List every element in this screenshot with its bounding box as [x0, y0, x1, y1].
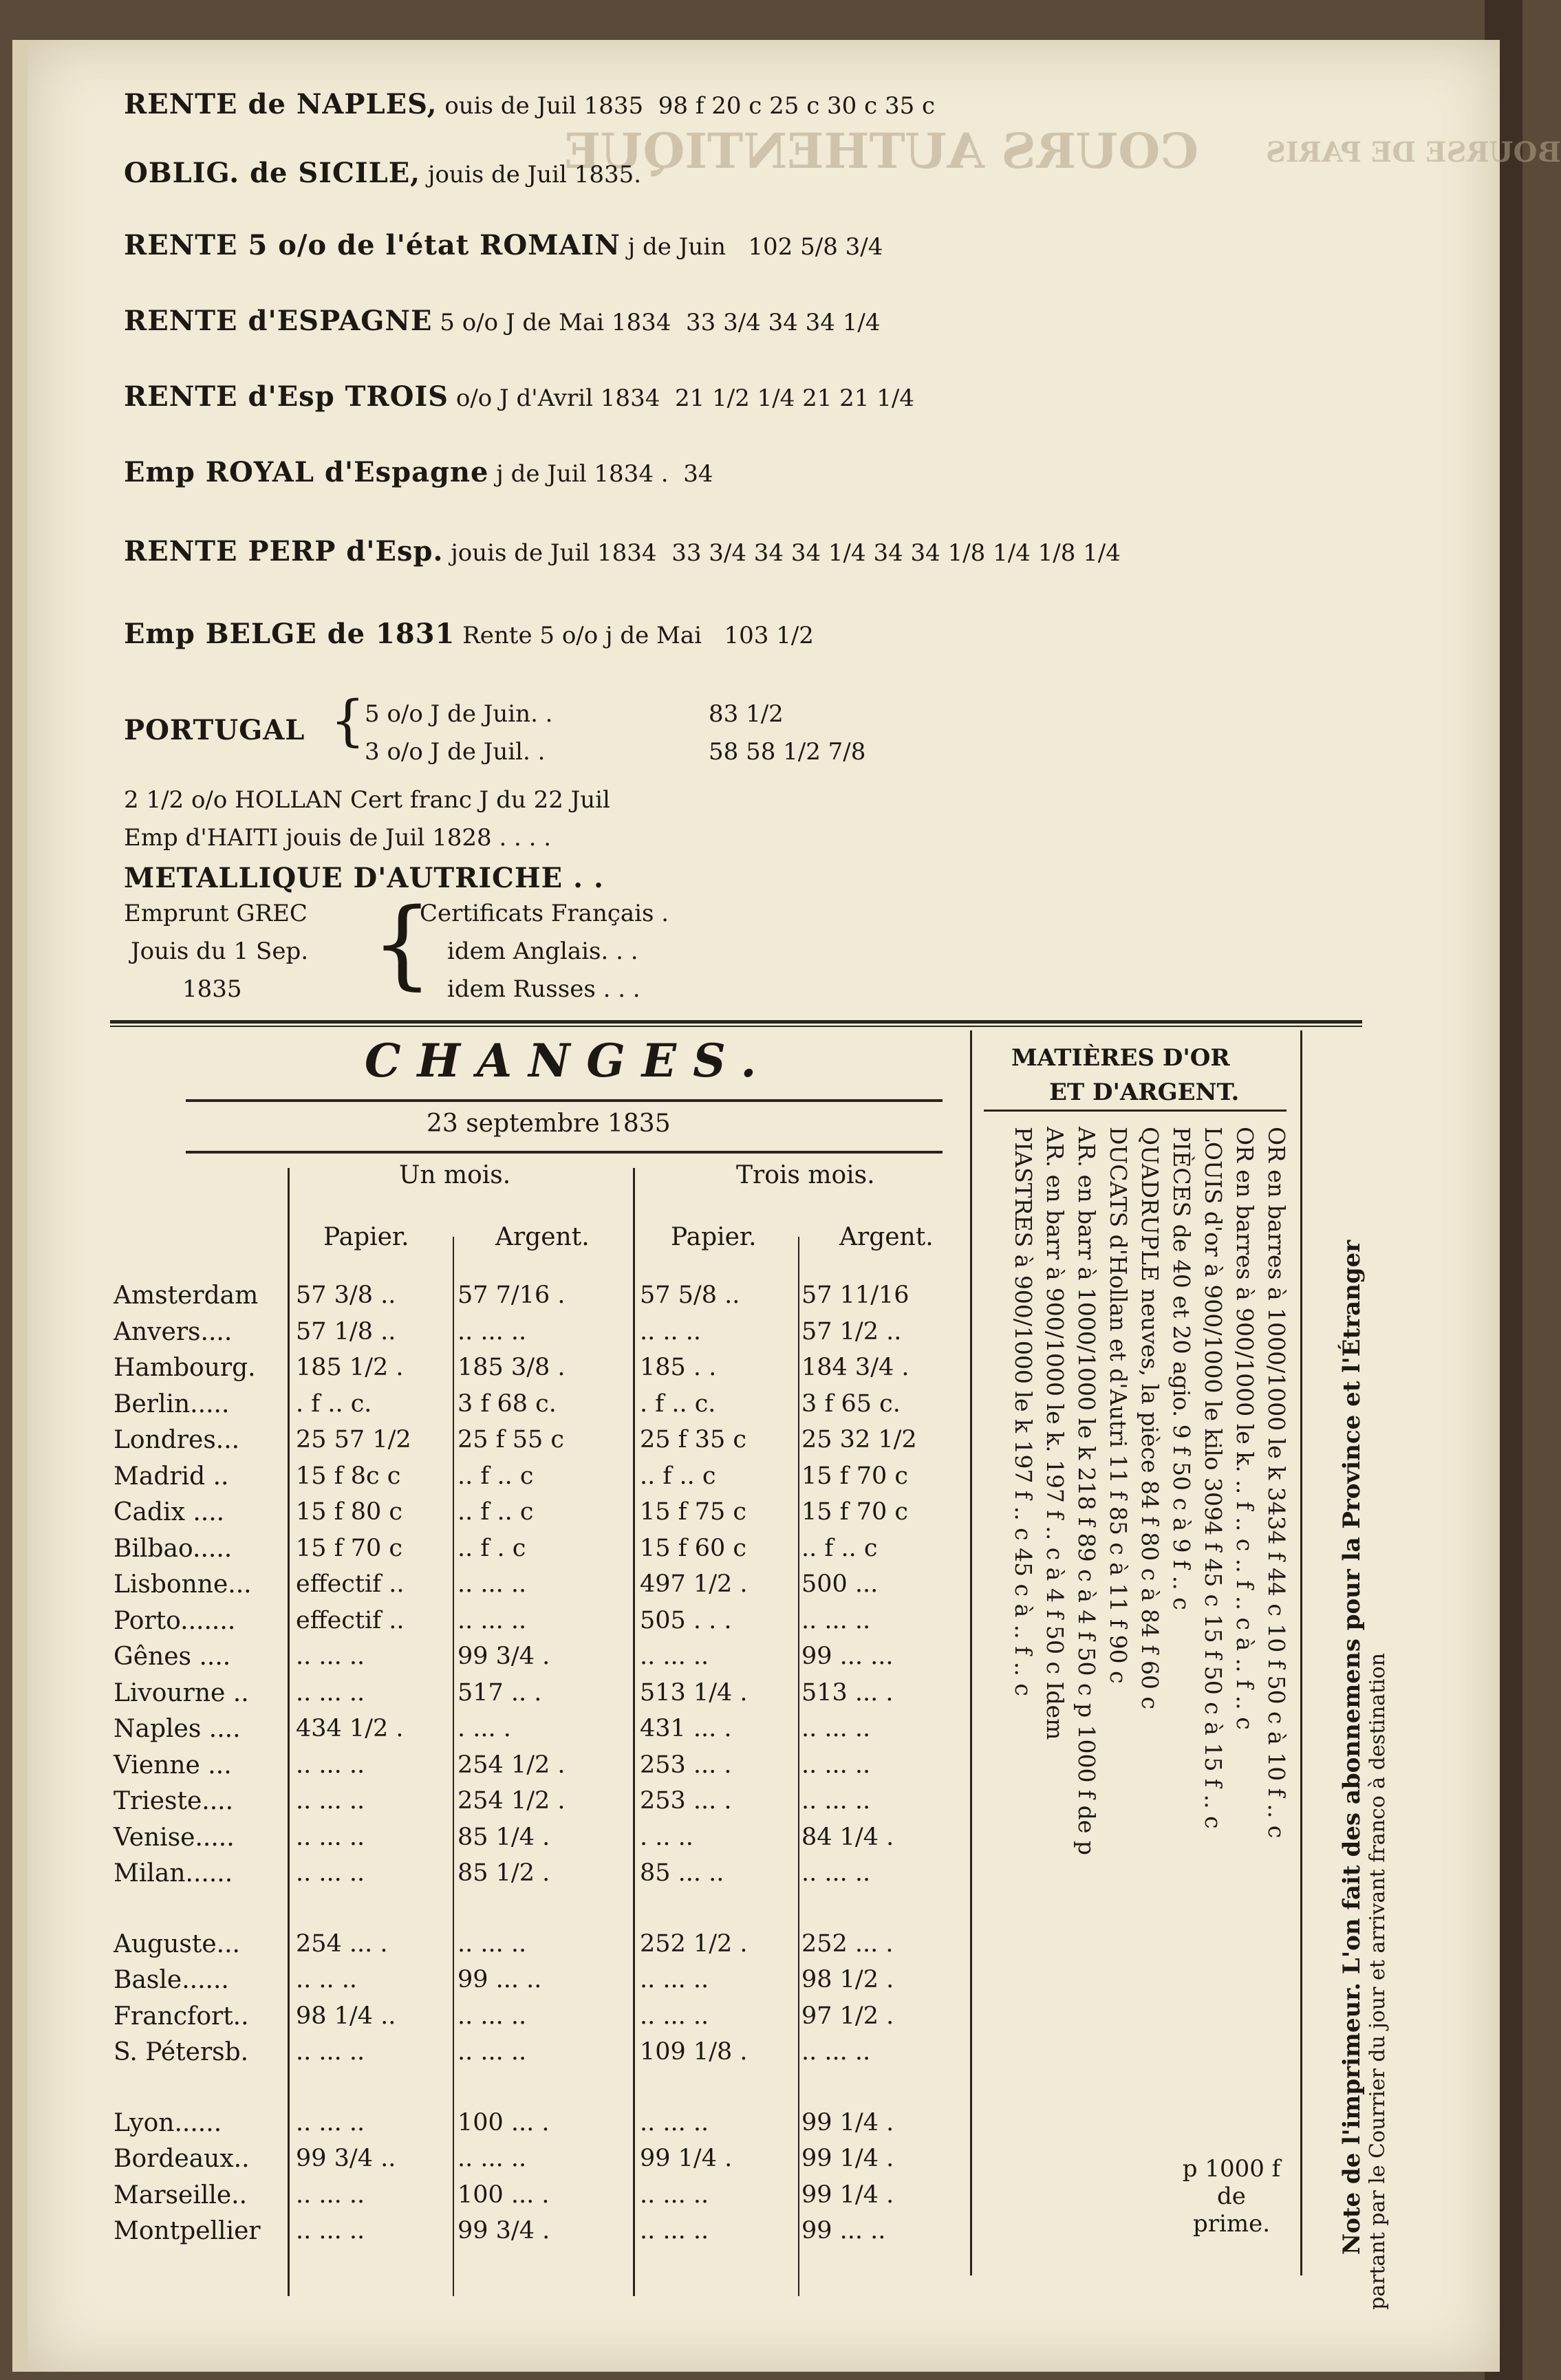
rate-cell: . ... . [457, 1715, 511, 1742]
rate-cell: 505 . . . [640, 1606, 732, 1634]
rate-cell: 99 1/4 . [801, 2181, 894, 2209]
rate-cell: 513 ... . [801, 1678, 894, 1707]
city-label: Marseille.. [114, 2181, 248, 2209]
rate-cell: 15 f 70 c [801, 1462, 909, 1490]
matieres-title: ET D'ARGENT. [1049, 1079, 1240, 1106]
rate-cell: .. ... .. [640, 2002, 709, 2030]
rate-cell: 85 1/2 . [457, 1859, 550, 1887]
city-label: Madrid .. [114, 1462, 229, 1491]
rate-cell: 254 1/2 . [457, 1751, 566, 1779]
rate-cell: 185 3/8 . [457, 1354, 566, 1381]
rate-cell: .. ... .. [801, 1606, 871, 1634]
column-rule [1300, 1030, 1302, 2275]
city-label: Milan...... [114, 1859, 233, 1887]
column-rule [453, 1237, 454, 2296]
rate-cell: 15 f 80 c [296, 1498, 403, 1526]
rate-cell: 431 ... . [640, 1715, 732, 1742]
matiere-line: QUADRUPLE neuves, la pièce 84 f 80 c à 84 f 60 c [1137, 1127, 1163, 1709]
rate-cell: 252 ... . [801, 1929, 894, 1958]
grec-label: Emprunt GREC [124, 900, 308, 927]
rate-cell: 3 f 68 c. [457, 1389, 557, 1418]
rate-cell: 184 3/4 . [801, 1354, 909, 1381]
city-label: Lyon...... [114, 2108, 222, 2137]
city-label: Naples .... [114, 1715, 241, 1743]
rate-cell: .. ... .. [296, 1787, 365, 1815]
rate-cell: 99 ... ... [801, 1643, 894, 1670]
rate-cell: .. ... .. [296, 2038, 365, 2066]
rate-cell: .. ... .. [801, 1859, 871, 1887]
city-label: Gênes .... [114, 1643, 231, 1671]
side-note: partant par le Courrier du jour et arrivant franco à destination [1366, 1653, 1390, 2310]
rate-cell: . f .. c. [640, 1389, 716, 1418]
changes-title: CHANGES. [365, 1034, 773, 1088]
column-rule [288, 1168, 290, 2296]
city-label: S. Pétersb. [114, 2038, 249, 2066]
rate-cell: 253 ... . [640, 1787, 732, 1815]
header-un-mois: Un mois. [399, 1161, 511, 1189]
rate-cell: . .. .. [640, 1823, 693, 1851]
city-label: Montpellier [114, 2217, 261, 2245]
rate-cell: 434 1/2 . [296, 1715, 404, 1742]
rate-cell: 99 1/4 . [801, 2108, 894, 2136]
rate-cell: 253 ... . [640, 1751, 732, 1779]
rate-cell: 57 11/16 [801, 1281, 909, 1309]
grec-item: idem Russes . . . [447, 975, 640, 1003]
city-label: Lisbonne... [114, 1570, 252, 1599]
city-label: Basle...... [114, 1966, 229, 1994]
rate-cell: .. f .. c [640, 1462, 716, 1490]
divider [984, 1110, 1287, 1112]
rate-cell: 25 32 1/2 [801, 1426, 917, 1453]
portugal-line: 3 o/o J de Juil. . [365, 738, 546, 766]
matiere-line: PIÈCES de 40 et 20 agio. 9 f 50 c à 9 f .. c [1168, 1127, 1195, 1610]
rate-cell: 99 ... .. [801, 2217, 886, 2244]
metallique: METALLIQUE D'AUTRICHE . . [124, 862, 604, 894]
rate-cell: .. ... .. [801, 1751, 871, 1779]
column-rule [798, 1237, 799, 2296]
rate-cell: .. ... .. [801, 2038, 871, 2066]
rate-cell: .. ... .. [296, 1643, 365, 1670]
city-label: Cadix .... [114, 1498, 225, 1526]
rate-cell: .. ... .. [296, 1859, 365, 1887]
matiere-line: AR. en barr à 1000/1000 le k 218 f 89 c à 4 f 50 c p 1000 f de p [1073, 1127, 1100, 1856]
divider [186, 1151, 943, 1154]
emp-belge: Emp BELGE de 1831 Rente 5 o/o j de Mai 103 1/2 [124, 618, 814, 650]
rate-cell: .. ... .. [296, 2217, 365, 2244]
matiere-line: OR en barres à 900/1000 le k. .. f .. c .. f .. c à .. f .. c [1231, 1127, 1258, 1730]
rente-espagne: RENTE d'ESPAGNE 5 o/o J de Mai 1834 33 3/4 34 34 1/4 [124, 305, 881, 337]
grec-label: 1835 [182, 975, 242, 1003]
grec-label: Jouis du 1 Sep. [131, 938, 309, 965]
rate-cell: 500 ... [801, 1570, 879, 1598]
column-rule [970, 1030, 972, 2275]
rate-cell: 517 .. . [457, 1678, 542, 1707]
newspaper-page [12, 40, 1561, 2372]
rate-cell: 25 57 1/2 [296, 1426, 411, 1453]
haiti: Emp d'HAITI jouis de Juil 1828 . . . . [124, 824, 552, 852]
rate-cell: .. ... .. [296, 1823, 365, 1851]
rate-cell: .. ... .. [640, 1643, 709, 1670]
matiere-line: LOUIS d'or à 900/1000 le kilo 3094 f 45 c 15 f 50 c à 15 f .. c [1200, 1127, 1227, 1829]
rente-naples: RENTE de NAPLES, ouis de Juil 1835 98 f 20 c 25 c 30 c 35 c [124, 88, 936, 120]
column-rule [633, 1168, 635, 2296]
rente-romain: RENTE 5 o/o de l'état ROMAIN j de Juin 102 5/8 3/4 [124, 229, 883, 261]
rate-cell: .. .. .. [296, 1966, 358, 1993]
grec-item: Certificats Français . [420, 900, 669, 927]
matiere-line: OR en barres à 1000/1000 le k 3434 f 44 c 10 f 50 c à 10 f .. c [1263, 1127, 1290, 1839]
rate-cell: 99 3/4 .. [296, 2145, 396, 2172]
rente-perp: RENTE PERP d'Esp. jouis de Juil 1834 33 3/4 34 34 1/4 34 34 1/8 1/4 1/8 1/4 [124, 535, 1121, 567]
rate-cell: 25 f 55 c [457, 1426, 565, 1453]
rate-cell: 497 1/2 . [640, 1570, 748, 1598]
rate-cell: 254 1/2 . [457, 1787, 566, 1815]
portugal-line: 5 o/o J de Juin. . [365, 700, 553, 728]
emp-royal: Emp ROYAL d'Espagne j de Juil 1834 . 34 [124, 456, 713, 488]
rate-cell: .. ... .. [640, 2181, 709, 2209]
rate-cell: 15 f 8c c [296, 1462, 401, 1490]
city-label: Berlin..... [114, 1389, 230, 1418]
rate-cell: 100 ... . [457, 2108, 550, 2136]
rate-cell: 98 1/4 .. [296, 2002, 396, 2030]
brace: { [372, 888, 433, 1000]
oblig-sicile: OBLIG. de SICILE, jouis de Juil 1835. [124, 157, 642, 189]
rate-cell: .. ... .. [296, 1678, 365, 1707]
rate-cell: effectif .. [296, 1570, 405, 1598]
rate-cell: 99 3/4 . [457, 2217, 550, 2244]
divider [186, 1099, 943, 1102]
rate-cell: .. f . c [457, 1534, 526, 1562]
brace: { [330, 689, 365, 753]
city-label: Porto....... [114, 1606, 236, 1635]
rate-cell: .. ... .. [640, 2217, 709, 2244]
portugal-label: PORTUGAL [124, 714, 305, 746]
rate-cell: 513 1/4 . [640, 1678, 748, 1707]
rate-cell: 97 1/2 . [801, 2002, 894, 2030]
matiere-line: PIASTRES à 900/1000 le k 197 f .. c 45 c à .. f .. c [1010, 1127, 1037, 1696]
city-label: Bilbao..... [114, 1534, 233, 1563]
rate-cell: .. ... .. [296, 2181, 365, 2209]
header-argent: Argent. [839, 1223, 934, 1251]
rate-cell: .. ... .. [457, 1317, 527, 1345]
rate-cell: 57 5/8 .. [640, 1281, 740, 1309]
rate-cell: .. f .. c [801, 1534, 878, 1562]
rate-cell: 15 f 70 c [296, 1534, 403, 1562]
city-label: Francfort.. [114, 2002, 249, 2031]
rate-cell: .. ... .. [296, 2108, 365, 2136]
city-label: Venise..... [114, 1823, 235, 1852]
rate-cell: .. ... .. [457, 2002, 527, 2030]
rente-esp-trois: RENTE d'Esp TROIS o/o J d'Avril 1834 21 1/2 1/4 21 21 1/4 [124, 380, 914, 413]
changes-date: 23 septembre 1835 [427, 1110, 671, 1138]
rate-cell: 3 f 65 c. [801, 1389, 901, 1418]
rate-cell: .. ... .. [457, 2038, 527, 2066]
city-label: Livourne .. [114, 1678, 249, 1707]
rate-cell: 185 . . [640, 1354, 717, 1381]
rate-cell: 15 f 75 c [640, 1498, 747, 1526]
rate-cell: .. ... .. [640, 1966, 709, 1993]
portugal-value: 83 1/2 [709, 700, 784, 728]
city-label: Trieste.... [114, 1787, 234, 1815]
rate-cell: .. ... .. [457, 1929, 527, 1958]
header-papier: Papier. [323, 1223, 409, 1251]
rate-cell: 15 f 60 c [640, 1534, 747, 1562]
rate-cell: . f .. c. [296, 1389, 372, 1418]
rate-cell: 100 ... . [457, 2181, 550, 2209]
rate-cell: 99 ... .. [457, 1966, 542, 1993]
matieres-title: MATIÈRES D'OR [1011, 1044, 1230, 1072]
grec-item: idem Anglais. . . [447, 938, 638, 965]
rate-cell: 185 1/2 . [296, 1354, 404, 1381]
city-label: Londres... [114, 1426, 240, 1454]
rate-cell: .. ... .. [801, 1715, 871, 1742]
side-note: Note de l'imprimeur. L'on fait des abonnemens pour la Province et l'Étranger [1338, 1240, 1366, 2255]
hollan: 2 1/2 o/o HOLLAN Cert franc J du 22 Juil [124, 786, 610, 814]
portugal-value: 58 58 1/2 7/8 [709, 738, 866, 766]
city-label: Amsterdam [114, 1281, 259, 1310]
rate-cell: 57 3/8 .. [296, 1281, 396, 1309]
rate-cell: effectif .. [296, 1606, 405, 1634]
bleed-through-text: COURS AUTHENTIQUE [564, 122, 1198, 180]
rate-cell: 85 ... .. [640, 1859, 724, 1887]
matiere-line: DUCATS d'Hollan et d'Autri 11 f 85 c à 11 f 90 c [1105, 1127, 1132, 1684]
header-papier: Papier. [671, 1223, 757, 1251]
rate-cell: .. f .. c [457, 1462, 534, 1490]
rate-cell: 254 ... . [296, 1929, 388, 1958]
rate-cell: 99 1/4 . [640, 2145, 733, 2172]
rate-cell: 99 3/4 . [457, 1643, 550, 1670]
city-label: Anvers.... [114, 1317, 233, 1346]
rate-cell: 109 1/8 . [640, 2038, 748, 2066]
rate-cell: .. f .. c [457, 1498, 534, 1526]
rate-cell: .. ... .. [457, 2145, 527, 2172]
city-label: Bordeaux.. [114, 2145, 250, 2173]
rate-cell: 25 f 35 c [640, 1426, 747, 1453]
rate-cell: .. ... .. [801, 1787, 871, 1815]
city-label: Vienne ... [114, 1751, 232, 1779]
rate-cell: 99 1/4 . [801, 2145, 894, 2172]
divider [110, 1026, 1362, 1027]
bleed-through-text: BOURSE DE PARIS [1266, 136, 1561, 169]
rate-cell: 57 1/2 .. [801, 1317, 902, 1345]
rate-cell: 15 f 70 c [801, 1498, 909, 1526]
rate-cell: 85 1/4 . [457, 1823, 550, 1851]
rate-cell: .. ... .. [640, 2108, 709, 2136]
rate-cell: .. .. .. [640, 1317, 702, 1345]
rate-cell: 98 1/2 . [801, 1966, 894, 1993]
rate-cell: .. ... .. [457, 1606, 527, 1634]
header-argent: Argent. [495, 1223, 590, 1251]
matiere-line: AR. en barr à 900/1000 le k. 197 f .. c à 4 f 50 c Idem [1042, 1127, 1068, 1740]
divider [110, 1020, 1362, 1024]
rate-cell: .. ... .. [457, 1570, 527, 1598]
rate-cell: 84 1/4 . [801, 1823, 894, 1851]
rate-cell: 252 1/2 . [640, 1929, 748, 1958]
rate-cell: 57 1/8 .. [296, 1317, 396, 1345]
rate-cell: .. ... .. [296, 1751, 365, 1779]
header-trois-mois: Trois mois. [736, 1161, 875, 1189]
rate-cell: 57 7/16 . [457, 1281, 566, 1309]
city-label: Hambourg. [114, 1354, 256, 1382]
city-label: Auguste... [114, 1929, 240, 1958]
prime-note: p 1000 f de prime. [1182, 2155, 1281, 2238]
